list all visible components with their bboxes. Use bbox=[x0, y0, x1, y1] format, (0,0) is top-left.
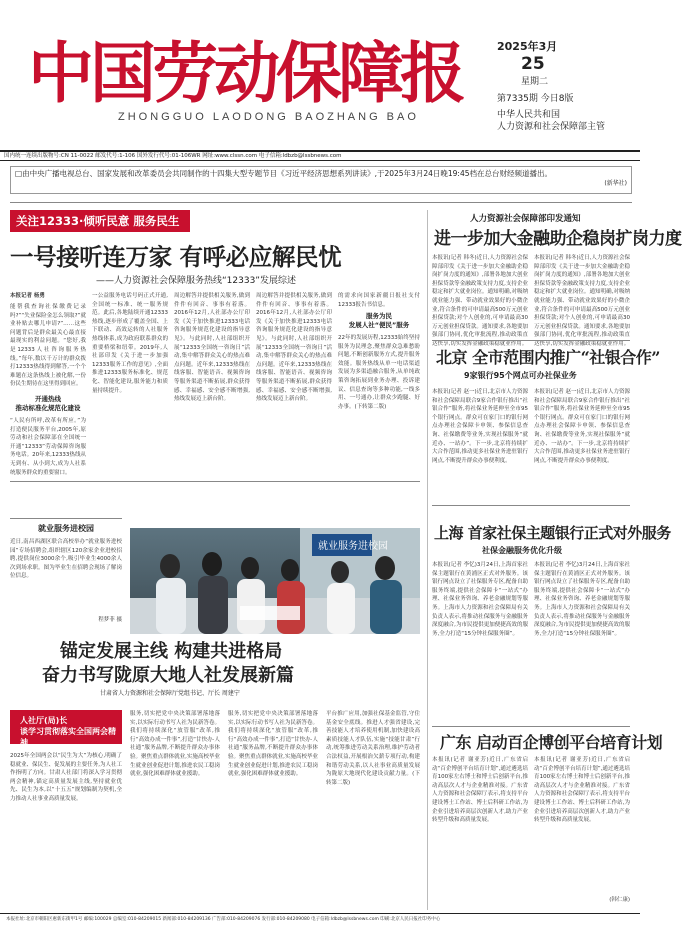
divider bbox=[10, 202, 632, 203]
divider bbox=[10, 481, 420, 482]
feature-byline: 甘肃省人力资源和社会保障厅党组书记、厅长 周建宁 bbox=[100, 690, 240, 697]
right-subhead-2: 9家银行95个网点可办社保业务 bbox=[464, 371, 577, 380]
right-headline-2: 北京 全市范围内推广“社银合作” bbox=[436, 348, 660, 367]
divider bbox=[10, 518, 122, 519]
issue-number: 第7335期 今日8版 bbox=[497, 94, 574, 104]
notice-source: (新华社) bbox=[604, 180, 627, 187]
lead-col-4-top: 的需求向国家新疆日报社支付12333报告书信息。 bbox=[338, 293, 420, 308]
divider bbox=[432, 340, 630, 341]
caption-text: 近日,南昌西湖区联合高校举办“就业服务进校园”专场招聘会,组织辖区120余家企业进校招聘,提供岗位3000余个,吸引毕业生4000余人次到场求职。图为毕业生在招聘会现场了解岗位信息。 bbox=[10, 539, 122, 580]
lead-col-3: 周边解答并提供相关服务,做到件件有回音、事事有着落。2016年12月,人社部办公厅印发《关于加快推进12333电话咨询服务规范化建设的指导意见》。与此同时,人社部组织开展“12333全国统一咨询日”活动,集中解答群众关心的热点难点问题。近年来,12333热线在线客服、智能语音、视频咨询等服务渠道不断拓展,群众获得感、幸福感、安全感不断增强,热线发展迈上新台阶。 bbox=[174, 293, 250, 403]
masthead bbox=[0, 0, 640, 150]
right-text-4b: 本报讯(记者 谢亚芳)近日,广东省启动“百企博创平台培育计划”,通过遴选培育100家左右博士和博士后创新平台,推动高层次人才与企业精准对接。广东省人力资源和社会保障厅表示,将支持平台建设博士工作站、博士后科研工作站,为企业引进培养高层次创新人才,助力产业转型升级和高质量发展。 bbox=[534, 757, 630, 824]
publication-info-bar: 国内统一连续出版物号:CN 11-0022 邮发代号:1-106 国外发行代号:01-106WR 网址:www.clssn.com 电子信箱:ldbzb@lssbnews.com bbox=[0, 150, 640, 161]
banner-sign: 就业服务进校园 bbox=[318, 541, 388, 552]
job-fair-photo bbox=[130, 528, 420, 634]
divider bbox=[432, 726, 630, 727]
feature-headline bbox=[42, 640, 412, 688]
issue-info bbox=[497, 38, 627, 133]
divider bbox=[432, 505, 630, 506]
lead-subhead: ——人力资源社会保障服务热线“12333”发展综述 bbox=[96, 276, 296, 286]
photo-caption bbox=[10, 522, 122, 634]
newspaper-logo: 中国劳动保障报 bbox=[28, 34, 462, 112]
right-text-3b: 本报讯(记者 李忆)3月24日,上海首家社保主题银行在黄浦区正式对外服务。该银行网点设立了社保服务专区,配备自助服务终端,提供社会保障卡“一站式”办理、社保业务咨询、养老金融规划等服务。上海市人力资源和社会保障局有关负责人表示,将推动社保服务与金融服务深度融合,为市民提供更加便捷高效的服务,全力打造“15分钟社保服务圈”。 bbox=[534, 562, 630, 637]
feature-col-2b: 服务,切实把党中央决策部署落地落实,以实际行动书写人社为民新答卷。我们将持续深化“放管服”改革,推行“高效办成一件事”,打造“甘快办·人社通”服务品牌,不断提升群众办事体验。聚焦重点群体就业,实施高校毕业生就业创业促进计划,推进农民工稳岗就业,强化困难群体就业援助。 bbox=[228, 711, 318, 778]
right-text-2a: 本报讯(记者 赵一)近日,北京市人力资源和社会保障局联合9家合作银行推出“社银合作”服务,将社保业务延伸至全市95个银行网点。群众可在家门口的银行网点办理社会保障卡申领、参保信息查询、社保缴费等业务,实现社保服务“就近办、一站办”。下一步,北京将持续扩大合作范围,推动更多社保业务进驻银行网点,不断提升群众办事便利度。 bbox=[432, 389, 528, 464]
feature-headline-2: 奋力书写陇原大地人社发展新篇 bbox=[42, 665, 294, 686]
notice-text: □由中央广播电视总台、国家发展和改革委员会共同制作的十四集大型专题节目《习近平经济思想系列讲读》,于2025年3月24日晚19:45档在总台财经频道播出。 bbox=[15, 169, 552, 178]
caption-title: 就业服务进校园 bbox=[38, 524, 94, 533]
lead-col-1: 能帮我查询社保缴费记录吗?”“失业保险金怎么领取?”就业补贴去哪儿申请?”……这些问题背后是群众最关心最直接最现实的利益问题。“您好,我是12333人社咨询服务热线。”每年,数以千万计的群众拨打12333热线得到解答,一个个难题在这条热线上被化解,一份份民生期待在这里得到回应。 bbox=[10, 304, 86, 388]
right-headline-1: 进一步加大金融助企稳岗扩岗力度 bbox=[434, 229, 682, 249]
publisher-line-2: 人力资源和社会保障部主管 bbox=[497, 122, 606, 132]
page-footer: 本报社址:北京市朝阳区惠新东街甲1号 邮编:100029 总编室:010-84209015 新闻部:010-84209136 广告部:010-84209076 发行部:010-84209080 电子信箱:ldbzb@lssbnews.com 印刷:北京人民日报社印务中心 bbox=[0, 913, 640, 929]
feature-col-3: 平台推广应用,加强社保基金监管,守住基金安全底线。推进人才强省建设,完善技能人才培养使用机制,加快建设高素质技能人才队伍,实施“技能甘肃”行动,统筹推进劳动关系治理,维护劳动者合法权益,开展根治欠薪专项行动,构建和谐劳动关系,以人社事业高质量发展为陇原大地现代化建设贡献力量。(下转第二版) bbox=[326, 711, 420, 786]
right-kicker: 人力资源社会保障部印发通知 bbox=[470, 214, 581, 224]
feature-col-2: 服务,切实把党中央决策部署落地落实,以实际行动书写人社为民新答卷。我们将持续深化“放管服”改革,推行“高效办成一件事”,打造“甘快办·人社通”服务品牌,不断提升群众办事体验。聚焦重点群体就业,实施高校毕业生就业创业促进计划,推进农民工稳岗就业,强化困难群体就业援助。 bbox=[130, 711, 220, 778]
newspaper-pinyin: ZHONGGUO LAODONG BAOZHANG BAO bbox=[118, 111, 419, 123]
feature-headline-1: 锚定发展主线 构建共进格局 bbox=[60, 641, 283, 662]
lead-headline: 一号接听连万家 有呼必应解民忧 bbox=[10, 243, 342, 271]
right-headline-3: 上海 首家社保主题银行正式对外服务 bbox=[434, 524, 671, 542]
lead-col-2: 一公益服务电话号码正式开通,全国统一标准、统一服务规范。此后,各地陆续开通12333热线,逐步形成了覆盖全国、上下联动、高效运转的人社服务热线体系,成为政府联系群众的重要桥梁和纽带。2019年,人社部印发《关于进一步加强12333服务工作的意见》,全面推进12333服务标准化、规范化、智能化建设,服务能力和质量持续提升。 bbox=[92, 293, 168, 394]
lead-section-2: 服务为民 发展人社“便民”服务 bbox=[348, 312, 410, 329]
caption-credit: 程梦菲 摄 bbox=[98, 617, 122, 623]
right-text-1a: 本报讯(记者 韩冬)近日,人力资源社会保障部印发《关于进一步加大金融助企稳岗扩岗力度的通知》,部署各地加大创业担保贷款等金融政策支持力度,支持企业稳定和扩大就业岗位。通知明确,对吸纳就业能力强、带动就业效果好的小微企业,符合条件的可申请最高500万元创业担保贷款;对个人创业的,可申请最高30万元创业担保贷款。通知要求,各地要加强部门协同,优化审批流程,推动政策直达快享,切实发挥金融政策稳就业作用。 bbox=[432, 255, 528, 347]
issue-day: 25 bbox=[521, 54, 545, 74]
top-notice bbox=[10, 166, 632, 194]
right-text-4a: 本报讯(记者 谢亚芳)近日,广东省启动“百企博创平台培育计划”,通过遴选培育100家左右博士和博士后创新平台,推动高层次人才与企业精准对接。广东省人力资源和社会保障厅表示,将支持平台建设博士工作站、博士后科研工作站,为企业引进培养高层次创新人才,助力产业转型升级和高质量发展。 bbox=[432, 757, 528, 824]
lead-col-3b: 周边解答并提供相关服务,做到件件有回音、事事有着落。2016年12月,人社部办公厅印发《关于加快推进12333电话咨询服务规范化建设的指导意见》。与此同时,人社部组织开展“12333全国统一咨询日”活动,集中解答群众关心的热点难点问题。近年来,12333热线在线客服、智能语音、视频咨询等服务渠道不断拓展,群众获得感、幸福感、安全感不断增强,热线发展迈上新台阶。 bbox=[256, 293, 332, 403]
publisher-line-1: 中华人民共和国 bbox=[497, 110, 561, 120]
news-photo bbox=[130, 528, 420, 634]
feature-tag: 人社厅(局)长 谈学习贯彻落实全国两会精神 bbox=[10, 710, 122, 744]
right-headline-4: 广东 启动百企博创平台培育计划 bbox=[440, 733, 663, 752]
feature-col-1: 2025年全国两会以“民生为大”为核心,明确了稳就业、保民生、促发展的主要任务,为人社工作指明了方向。甘肃人社部门将深入学习贯彻两会精神,锚定高质量发展主线,坚持就业优先、民生为本,以“十五五”规划编制为契机,全力推动人社事业高质量发展。 bbox=[10, 753, 122, 802]
right-text-3a: 本报讯(记者 李忆)3月24日,上海首家社保主题银行在黄浦区正式对外服务。该银行网点设立了社保服务专区,配备自助服务终端,提供社会保障卡“一站式”办理、社保业务咨询、养老金融规划等服务。上海市人力资源和社会保障局有关负责人表示,将推动社保服务与金融服务深度融合,为市民提供更加便捷高效的服务,全力打造“15分钟社保服务圈”。 bbox=[432, 562, 528, 637]
lead-byline: 本报记者 杨勇 bbox=[10, 293, 45, 299]
right-subhead-3: 社保金融服务优化升级 bbox=[482, 546, 562, 555]
issue-weekday: 星期二 bbox=[521, 77, 549, 87]
publisher bbox=[497, 109, 627, 133]
column-divider bbox=[427, 210, 428, 910]
lead-section-1: 开通热线 推动标准化规范化建设 bbox=[15, 395, 81, 412]
issue-year-month: 2025年3月 bbox=[497, 40, 558, 53]
lead-banner: 关注12333·倾听民意 服务民生 bbox=[10, 210, 190, 232]
lead-col-4: 22年的发展历程,12333始终坚持服务为民理念,聚焦群众急难愁盼问题,不断创新服务方式,提升服务效能。服务热线从单一电话渠道发展为多渠道融合服务,从单纯政策咨询拓展到业务办理、投诉建议、信息查询等多种功能,一线多用、一号通办,让群众少跑腿、好办事。(下转第二版) bbox=[338, 335, 420, 410]
right-text-1b: 本报讯(记者 韩冬)近日,人力资源社会保障部印发《关于进一步加大金融助企稳岗扩岗力度的通知》,部署各地加大创业担保贷款等金融政策支持力度,支持企业稳定和扩大就业岗位。通知明确,对吸纳就业能力强、带动就业效果好的小微企业,符合条件的可申请最高500万元创业担保贷款;对个人创业的,可申请最高30万元创业担保贷款。通知要求,各地要加强部门协同,优化审批流程,推动政策直达快享,切实发挥金融政策稳就业作用。 bbox=[534, 255, 630, 347]
lead-col-1b: “人民有所呼,改革有所应。”为打造便民服务平台,2005年,原劳动和社会保障部在全国统一开通“12333”劳动保障咨询服务电话。20年来,12333热线从无到有、从小到大,成为人社系统服务群众的重要窗口。 bbox=[10, 418, 86, 476]
right-text-2b: 本报讯(记者 赵一)近日,北京市人力资源和社会保障局联合9家合作银行推出“社银合作”服务,将社保业务延伸至全市95个银行网点。群众可在家门口的银行网点办理社会保障卡申领、参保信息查询、社保缴费等业务,实现社保服务“就近办、一站办”。下一步,北京将持续扩大合作范围,推动更多社保业务进驻银行网点,不断提升群众办事便利度。 bbox=[534, 389, 630, 464]
right-credit-4: (韩仁康) bbox=[609, 897, 630, 903]
